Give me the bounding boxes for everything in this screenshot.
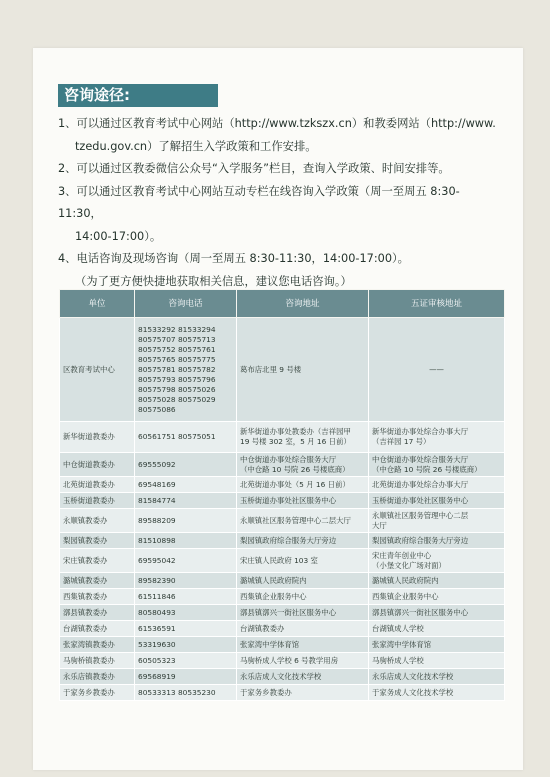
cell-address: 新华街道办事处教委办（吉祥园甲 19 号楼 302 室，5 月 16 日前） [237,422,369,453]
cell-verify-address: 台湖镇成人学校 [369,621,505,637]
cell-phone: 69548169 [135,477,237,493]
table-row [60,589,505,605]
table-row [60,422,505,453]
cell-address: 潞城镇人民政府院内 [237,573,369,589]
cell-verify-address: 张家湾中学体育馆 [369,637,505,653]
cell-phone: 53319630 [135,637,237,653]
table-row [60,318,505,422]
cell-unit: 新华街道教委办 [60,422,135,453]
cell-phone: 60561751 80575051 [135,422,237,453]
cell-verify-address: 宋庄青年创业中心 （小堡文化广场对面） [369,549,505,573]
cell-unit: 西集镇教委办 [60,589,135,605]
cell-verify-address: 北苑街道办事处综合办事大厅 [369,477,505,493]
cell-phone: 60505323 [135,653,237,669]
header-unit: 单位 [60,290,135,318]
method-4-line1: 4、电话咨询及现场咨询（周一至周五 8:30-11:30，14:00-17:00）。 [58,252,409,265]
header-phone: 咨询电话 [135,290,237,318]
table-row [60,605,505,621]
cell-phone: 81533292 81533294 80575707 80575713 80575752 80575761 80575765 80575775 80575781 80575782 80575793 80575796 80575798 80575026 80575028 80575029 80575086 [135,318,237,422]
table-row [60,509,505,533]
cell-phone: 81584774 [135,493,237,509]
cell-address: 梨园镇政府综合服务大厅旁边 [237,533,369,549]
cell-phone: 81510898 [135,533,237,549]
contact-methods [58,113,503,293]
cell-verify-address: 漷县镇漷兴一街社区服务中心 [369,605,505,621]
table-row [60,549,505,573]
cell-phone: 80533313 80535230 [135,685,237,701]
method-2-line1: 2、可以通过区教委微信公众号“入学服务”栏目，查询入学政策、时间安排等。 [58,162,450,175]
cell-address: 玉桥街道办事处社区服务中心 [237,493,369,509]
section-heading: 咨询途径: [58,84,218,107]
table-row [60,453,505,477]
contact-table [59,289,505,701]
cell-unit: 北苑街道教委办 [60,477,135,493]
cell-verify-address: —— [369,318,505,422]
method-1-line2: tzedu.gov.cn）了解招生入学政策和工作安排。 [75,139,317,153]
cell-address: 漷县镇漷兴一街社区服务中心 [237,605,369,621]
cell-address: 于家务乡教委办 [237,685,369,701]
cell-phone: 69568919 [135,669,237,685]
cell-address: 中仓街道办事处综合服务大厅 （中仓路 10 号院 26 号楼底商） [237,453,369,477]
cell-unit: 台湖镇教委办 [60,621,135,637]
cell-phone: 69555092 [135,453,237,477]
cell-unit: 梨园镇教委办 [60,533,135,549]
cell-unit: 漷县镇教委办 [60,605,135,621]
table-row [60,477,505,493]
cell-phone: 89588209 [135,509,237,533]
header-verify-address: 五证审核地址 [369,290,505,318]
cell-unit: 于家务乡教委办 [60,685,135,701]
table-row [60,637,505,653]
cell-phone: 89582390 [135,573,237,589]
cell-unit: 永顺镇教委办 [60,509,135,533]
cell-address: 台湖镇教委办 [237,621,369,637]
cell-phone: 61511846 [135,589,237,605]
cell-address: 永顺镇社区服务管理中心二层大厅 [237,509,369,533]
cell-unit: 马驹桥镇教委办 [60,653,135,669]
cell-address: 宋庄镇人民政府 103 室 [237,549,369,573]
cell-verify-address: 永乐店成人文化技术学校 [369,669,505,685]
cell-address: 张家湾中学体育馆 [237,637,369,653]
cell-unit: 宋庄镇教委办 [60,549,135,573]
table-row [60,653,505,669]
cell-address: 马驹桥成人学校 6 号教学用房 [237,653,369,669]
method-4-line2: （为了更方便快捷地获取相关信息，建议您电话咨询。） [75,274,352,288]
cell-verify-address: 永顺镇社区服务管理中心二层 大厅 [369,509,505,533]
cell-phone: 80580493 [135,605,237,621]
cell-unit: 中仓街道教委办 [60,453,135,477]
cell-address: 西集镇企业服务中心 [237,589,369,605]
header-address: 咨询地址 [237,290,369,318]
cell-address: 葛布店北里 9 号楼 [237,318,369,422]
method-3-line1: 3、可以通过区教育考试中心网站互动专栏在线咨询入学政策（周一至周五 8:30-11:30， [58,184,460,220]
table-row [60,621,505,637]
cell-unit: 玉桥街道教委办 [60,493,135,509]
cell-verify-address: 马驹桥成人学校 [369,653,505,669]
cell-phone: 69595042 [135,549,237,573]
cell-verify-address: 新华街道办事处综合办事大厅 （吉祥园 17 号） [369,422,505,453]
cell-address: 北苑街道办事处（5 月 16 日前） [237,477,369,493]
table-body [60,318,505,701]
cell-verify-address: 梨园镇政府综合服务大厅旁边 [369,533,505,549]
cell-verify-address: 中仓街道办事处综合服务大厅 （中仓路 10 号院 26 号楼底商） [369,453,505,477]
table-row [60,685,505,701]
cell-verify-address: 潞城镇人民政府院内 [369,573,505,589]
contact-table-wrapper [59,289,504,701]
cell-unit: 潞城镇教委办 [60,573,135,589]
method-1-line1: 1、可以通过区教育考试中心网站（http://www.tzkszx.cn）和教委网站（http://www. [58,117,496,130]
method-3-line2: 14:00-17:00）。 [75,229,162,243]
cell-phone: 61536591 [135,621,237,637]
cell-address: 永乐店成人文化技术学校 [237,669,369,685]
cell-unit: 区教育考试中心 [60,318,135,422]
table-row [60,669,505,685]
table-row [60,573,505,589]
table-header-row [60,290,505,318]
table-row [60,533,505,549]
cell-unit: 张家湾镇教委办 [60,637,135,653]
cell-verify-address: 玉桥街道办事处社区服务中心 [369,493,505,509]
cell-verify-address: 于家务成人文化技术学校 [369,685,505,701]
cell-unit: 永乐店镇教委办 [60,669,135,685]
table-row [60,493,505,509]
cell-verify-address: 西集镇企业服务中心 [369,589,505,605]
